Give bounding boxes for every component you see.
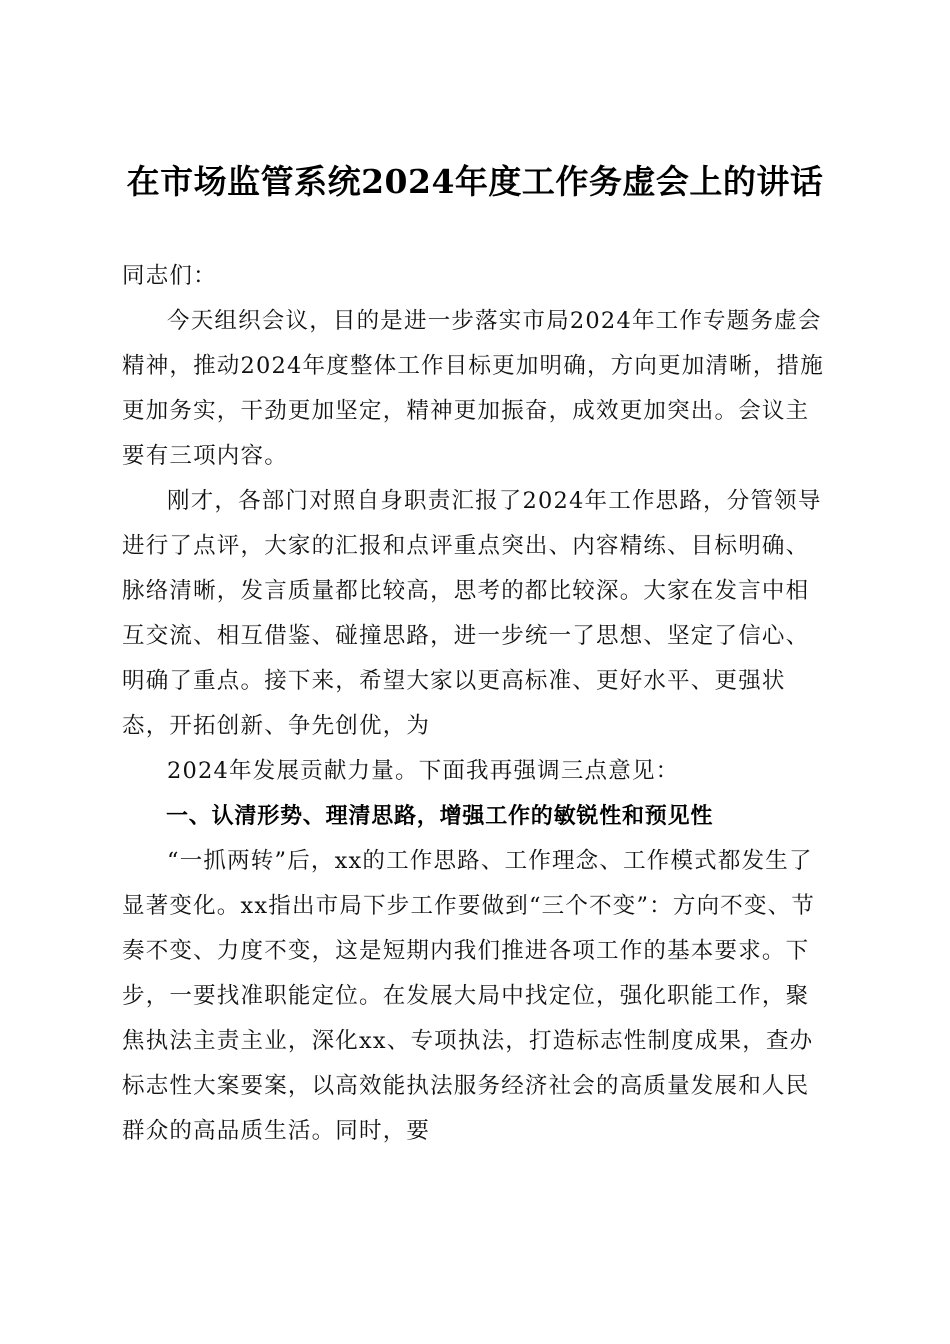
section-heading-1: 一、认清形势、理清思路，增强工作的敏锐性和预见性 [166,804,714,829]
document-title: 在市场监管系统2024年度工作务虚会上的讲话 [126,162,824,202]
paragraph-intro: 今天组织会议，目的是进一步落实市局2024年工作专题务虚会精神，推动2024年度整体工作目标更加明确，方向更加清晰，措施更加务实，干劲更加坚定，精神更加振奋，成效更加突出。会议主要有三项内容。 [122,308,824,469]
paragraph-section-1: “一抓两转”后，xx的工作思路、工作理念、工作模式都发生了显著变化。xx指出市局下步工作要做到“三个不变”：方向不变、节奏不变、力度不变，这是短期内我们推进各项工作的基本要求。下步，一要找准职能定位。在发展大局中找定位，强化职能工作，聚焦执法主责主业，深化xx、专项执法，打造标志性制度成果，查办标志性大案要案，以高效能执法服务经济社会的高质量发展和人民群众的高品质生活。同时，要 [122,848,816,1144]
document-body [122,254,832,1154]
paragraph-review: 刚才，各部门对照自身职责汇报了2024年工作思路，分管领导进行了点评，大家的汇报和点评重点突出、内容精练、目标明确、脉络清晰，发言质量都比较高，思考的都比较深。大家在发言中相互交流、相互借鉴、碰撞思路，进一步统一了思想、坚定了信心、明确了重点。接下来，希望大家以更高标准、更好水平、更强状态，开拓创新、争先创优，为 [122,488,822,739]
paragraph-transition: 2024年发展贡献力量。下面我再强调三点意见： [167,758,680,784]
salutation: 同志们： [122,263,217,289]
